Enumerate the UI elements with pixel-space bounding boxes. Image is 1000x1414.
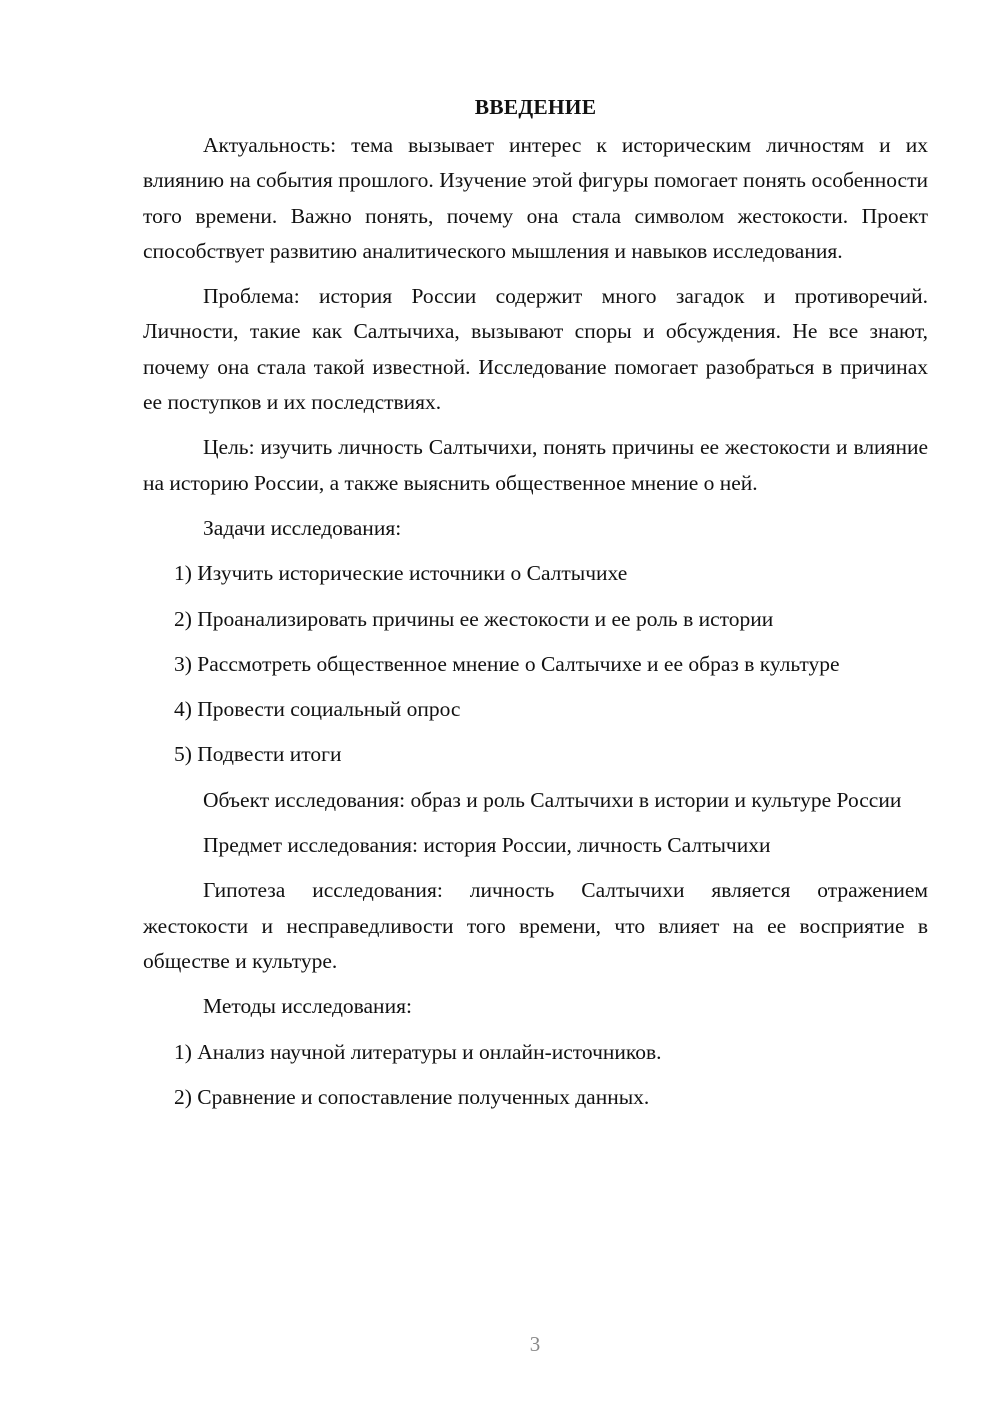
tasks-heading: Задачи исследования:: [203, 515, 402, 540]
method-item: 2) Сравнение и сопоставление полученных данных.: [174, 1084, 650, 1109]
paragraph-goal: Цель: изучить личность Салтычихи, понять причины ее жестокости и влияние на историю России, а также выяснить общественное мнение о ней.: [143, 435, 928, 495]
task-item: 4) Провести социальный опрос: [174, 697, 461, 722]
method-item: 1) Анализ научной литературы и онлайн-источников.: [174, 1039, 662, 1064]
document-page: [143, 90, 928, 1125]
paragraph-actuality: Актуальность: тема вызывает интерес к историческим личностям и их влиянию на события прошлого. Изучение этой фигуры помогает понять особенности того времени. Важно понять, почему она стала символом жестокости. Проект способствует развитию аналитического мышления и навыков исследования.: [143, 133, 928, 263]
section-title: ВВЕДЕНИЕ: [474, 95, 597, 119]
task-item: 3) Рассмотреть общественное мнение о Салтычихе и ее образ в культуре: [174, 651, 840, 676]
page-number: 3: [529, 1332, 541, 1356]
paragraph-hypothesis: Гипотеза исследования: личность Салтычихи является отражением жестокости и несправедливости того времени, что влияет на ее восприятие в обществе и культуре.: [143, 878, 928, 973]
task-item: 1) Изучить исторические источники о Салтычихе: [174, 561, 628, 586]
paragraph-subject: Предмет исследования: история России, личность Салтычихи: [203, 833, 771, 858]
task-item: 5) Подвести итоги: [174, 742, 342, 767]
methods-heading: Методы исследования:: [203, 994, 412, 1019]
paragraph-object: Объект исследования: образ и роль Салтычихи в истории и культуре России: [203, 787, 902, 812]
task-item: 2) Проанализировать причины ее жестокости и ее роль в истории: [174, 606, 774, 631]
paragraph-problem: Проблема: история России содержит много загадок и противоречий. Личности, такие как Салтычиха, вызывают споры и обсуждения. Не все знают, почему она стала такой известной. Исследование помогает разобраться в причинах ее поступков и их последствиях.: [143, 284, 928, 415]
